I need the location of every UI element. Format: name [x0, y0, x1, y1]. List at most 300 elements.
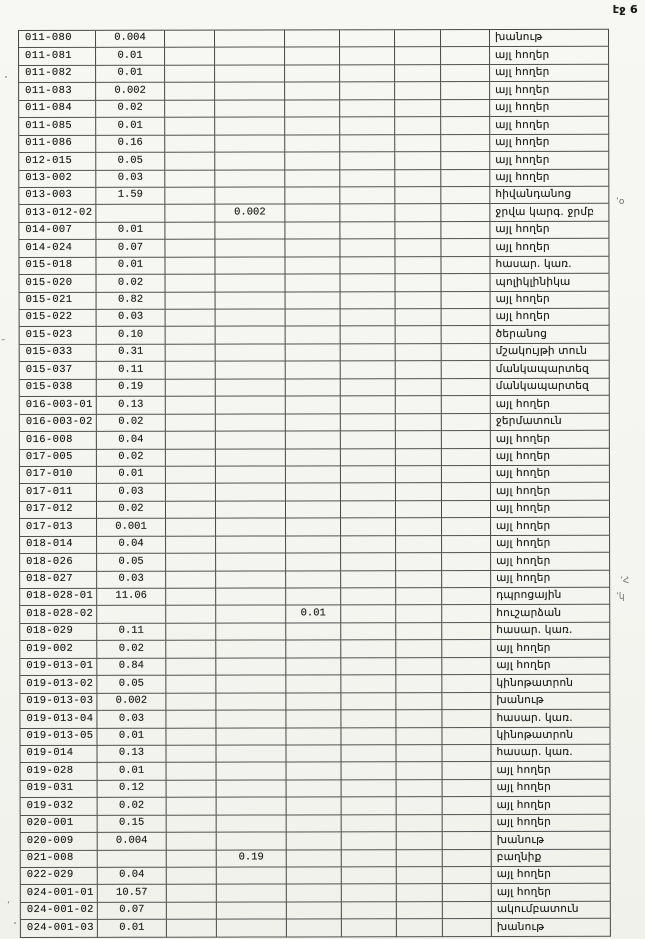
land-use-label: այլ հողեր [491, 640, 610, 658]
land-use-label: այլ հողեր [491, 291, 610, 309]
empty-cell [340, 205, 395, 223]
area-value [97, 606, 166, 624]
empty-cell [341, 728, 396, 746]
col4-value [215, 257, 285, 275]
parcel-code: 015-020 [20, 275, 97, 293]
table-row [21, 884, 611, 903]
empty-cell [396, 361, 442, 379]
col4-value [215, 153, 285, 171]
col5-value [286, 745, 341, 763]
empty-cell [396, 396, 442, 414]
land-use-label: այլ հողեր [491, 553, 610, 571]
empty-cell [442, 571, 491, 589]
empty-cell [395, 170, 441, 188]
empty-cell [442, 483, 491, 501]
area-value: 0.001 [97, 519, 166, 537]
col5-value [287, 832, 342, 850]
parcel-code: 021-008 [21, 850, 98, 868]
empty-cell [341, 484, 396, 502]
empty-cell [396, 501, 442, 519]
table-row [20, 605, 610, 624]
empty-cell [395, 204, 441, 222]
land-use-label: այլ հողեր [491, 396, 610, 414]
margin-annotation: – [1, 335, 6, 345]
empty-cell [167, 868, 217, 886]
area-value: 0.004 [98, 833, 167, 851]
empty-cell [166, 292, 216, 310]
parcel-code: 011-080 [19, 31, 96, 49]
col4-value [215, 83, 285, 101]
col4-value [215, 135, 285, 153]
col4-value [216, 588, 286, 606]
empty-cell [166, 449, 216, 467]
table-row [20, 553, 610, 572]
table-row [19, 134, 609, 153]
area-value: 0.01 [97, 728, 166, 746]
land-use-label: այլ հողեր [491, 570, 610, 588]
empty-cell [441, 152, 490, 170]
area-value: 0.31 [97, 345, 166, 363]
margin-annotation: ʼՀ [620, 576, 630, 586]
col4-value [216, 466, 286, 484]
parcel-code: 014-024 [19, 240, 96, 258]
empty-cell [342, 902, 397, 920]
table-row [20, 431, 610, 450]
table-row [20, 274, 610, 293]
area-value: 0.12 [98, 781, 167, 799]
empty-cell [341, 571, 396, 589]
empty-cell [396, 431, 442, 449]
parcel-code: 019-002 [20, 641, 97, 659]
parcel-code: 017-013 [20, 519, 97, 537]
empty-cell [166, 606, 216, 624]
land-use-label: այլ հողեր [490, 239, 609, 257]
empty-cell [167, 763, 217, 781]
parcel-code: 020-001 [21, 816, 98, 834]
empty-cell [165, 100, 215, 118]
col4-value [217, 885, 287, 903]
land-use-label: այլ հողեր [490, 117, 609, 135]
empty-cell [166, 554, 216, 572]
table-row [21, 780, 611, 799]
table-row [19, 117, 609, 136]
empty-cell [443, 815, 492, 833]
parcel-code: 020-009 [21, 833, 98, 851]
empty-cell [396, 710, 442, 728]
parcel-code: 018-026 [20, 554, 97, 572]
empty-cell [396, 466, 442, 484]
empty-cell [396, 658, 442, 676]
empty-cell [166, 693, 216, 711]
empty-cell [442, 274, 491, 292]
area-value: 0.07 [96, 240, 165, 258]
empty-cell [165, 118, 215, 136]
col4-value [216, 676, 286, 694]
empty-cell [167, 833, 217, 851]
empty-cell [442, 536, 491, 554]
parcel-code: 024-001-01 [21, 885, 98, 903]
parcel-code: 024-001-03 [21, 920, 98, 938]
col4-value [216, 484, 286, 502]
land-use-label: այլ հողեր [490, 134, 609, 152]
empty-cell [441, 222, 490, 240]
land-use-label: խանութ [490, 30, 609, 48]
empty-cell [166, 728, 216, 746]
col5-value [285, 257, 340, 275]
parcel-code: 018-028-01 [20, 589, 97, 607]
col4-value [216, 344, 286, 362]
col4-value: 0.19 [217, 850, 287, 868]
empty-cell [341, 518, 396, 536]
empty-cell [165, 83, 215, 101]
empty-cell [395, 48, 441, 66]
empty-cell [442, 449, 491, 467]
empty-cell [396, 606, 442, 624]
parcel-code: 015-038 [20, 380, 97, 398]
table-row [19, 256, 609, 275]
empty-cell [396, 327, 442, 345]
area-value: 0.03 [97, 711, 166, 729]
table-row [19, 187, 609, 206]
area-value: 0.04 [97, 432, 166, 450]
col4-value [217, 763, 287, 781]
scan-speck [14, 922, 16, 924]
col5-value [287, 920, 342, 938]
parcel-code: 019-031 [21, 781, 98, 799]
empty-cell [441, 170, 490, 188]
table-row [20, 448, 610, 467]
table-row [21, 919, 611, 938]
parcel-code: 016-008 [20, 432, 97, 450]
land-use-label: այլ հողեր [492, 884, 611, 902]
empty-cell [165, 188, 215, 206]
empty-cell [441, 47, 490, 65]
land-use-label: մանկապարտեզ [491, 379, 610, 397]
empty-cell [341, 641, 396, 659]
empty-cell [340, 222, 395, 240]
empty-cell [341, 675, 396, 693]
empty-cell [395, 135, 441, 153]
cadastre-table [18, 29, 611, 938]
area-value: 0.82 [97, 292, 166, 310]
empty-cell [442, 745, 491, 763]
land-use-label: ակումբատուն [492, 902, 611, 920]
col4-value [216, 309, 286, 327]
empty-cell [442, 588, 491, 606]
table-row [20, 501, 610, 520]
parcel-code: 015-023 [20, 327, 97, 345]
empty-cell [340, 100, 395, 118]
parcel-code: 018-029 [20, 624, 97, 642]
col5-value [285, 100, 340, 118]
empty-cell [166, 746, 216, 764]
table-row [20, 291, 610, 310]
col4-value [216, 554, 286, 572]
table-row [19, 82, 609, 101]
col5-value [285, 240, 340, 258]
area-value: 0.03 [97, 310, 166, 328]
area-value: 0.02 [97, 275, 166, 293]
land-use-label: կինոթատրոն [491, 727, 610, 745]
land-use-label: մշակույթի տուն [491, 344, 610, 362]
col4-value [217, 833, 287, 851]
area-value: 0.01 [96, 257, 165, 275]
empty-cell [341, 309, 396, 327]
col5-value [285, 30, 340, 48]
col4-value [216, 275, 286, 293]
col5-value [286, 309, 341, 327]
area-value: 0.02 [96, 100, 165, 118]
col4-value [215, 170, 285, 188]
empty-cell [340, 187, 395, 205]
empty-cell [443, 902, 492, 920]
empty-cell [340, 117, 395, 135]
empty-cell [443, 780, 492, 798]
empty-cell [341, 501, 396, 519]
col5-value [285, 170, 340, 188]
empty-cell [341, 431, 396, 449]
area-value: 0.19 [97, 379, 166, 397]
land-use-label: խանութ [491, 692, 610, 710]
empty-cell [442, 623, 491, 641]
margin-annotation: ʼկ [616, 592, 625, 602]
parcel-code: 015-021 [20, 292, 97, 310]
empty-cell [442, 379, 491, 397]
parcel-code: 019-032 [21, 798, 98, 816]
empty-cell [166, 571, 216, 589]
empty-cell [442, 693, 491, 711]
col4-value [215, 48, 285, 66]
col4-value [215, 222, 285, 240]
land-use-label: այլ հողեր [490, 82, 609, 100]
col5-value [286, 327, 341, 345]
empty-cell [395, 117, 441, 135]
empty-cell [396, 414, 442, 432]
parcel-code: 018-027 [20, 571, 97, 589]
table-row [20, 658, 610, 677]
empty-cell [341, 344, 396, 362]
col4-value [216, 711, 286, 729]
col4-value [216, 379, 286, 397]
empty-cell [340, 152, 395, 170]
parcel-code: 019-013-02 [20, 676, 97, 694]
col5-value [286, 431, 341, 449]
area-value: 0.002 [97, 693, 166, 711]
empty-cell [165, 240, 215, 258]
parcel-code: 017-010 [20, 467, 97, 485]
table-row [21, 902, 611, 921]
empty-cell [441, 135, 490, 153]
empty-cell [340, 65, 395, 83]
col5-value [286, 588, 341, 606]
parcel-code: 015-037 [20, 362, 97, 380]
area-value: 0.004 [96, 31, 165, 49]
col5-value [287, 850, 342, 868]
empty-cell [341, 449, 396, 467]
parcel-code: 016-003-01 [20, 397, 97, 415]
land-use-label: դպրոցային [491, 588, 610, 606]
land-use-label: այլ հողեր [492, 762, 611, 780]
col5-value [287, 885, 342, 903]
col4-value [215, 240, 285, 258]
empty-cell [396, 292, 442, 310]
table-row [21, 814, 611, 833]
empty-cell [341, 292, 396, 310]
empty-cell [341, 414, 396, 432]
table-row [20, 396, 610, 415]
empty-cell [442, 326, 491, 344]
parcel-code: 014-007 [19, 223, 96, 241]
area-value: 0.05 [96, 153, 165, 171]
empty-cell [166, 310, 216, 328]
table-row [20, 570, 610, 589]
land-use-label: այլ հողեր [490, 100, 609, 118]
empty-cell [441, 117, 490, 135]
col4-value [217, 902, 287, 920]
empty-cell [442, 344, 491, 362]
empty-cell [441, 100, 490, 118]
page-number-label: էջ 6 [612, 3, 638, 16]
empty-cell [397, 867, 443, 885]
empty-cell [166, 519, 216, 537]
col4-value [216, 536, 286, 554]
col4-value [216, 327, 286, 345]
parcel-code: 013-003 [19, 188, 96, 206]
land-use-label: պոլիկլինիկա [491, 274, 610, 292]
col4-value [216, 414, 286, 432]
land-use-label: հուշարձան [491, 605, 610, 623]
col5-value [286, 553, 341, 571]
empty-cell [442, 501, 491, 519]
parcel-code: 012-015 [19, 153, 96, 171]
empty-cell [167, 780, 217, 798]
empty-cell [442, 431, 491, 449]
table-row [20, 640, 610, 659]
land-use-label: այլ հողեր [492, 814, 611, 832]
col5-value [287, 815, 342, 833]
empty-cell [396, 571, 442, 589]
col4-value [216, 693, 286, 711]
parcel-code: 018-014 [20, 537, 97, 555]
empty-cell [443, 867, 492, 885]
empty-cell [442, 605, 491, 623]
col4-value [216, 519, 286, 537]
col5-value [287, 780, 342, 798]
table-row [21, 867, 611, 886]
empty-cell [396, 745, 442, 763]
table-row [20, 675, 610, 694]
parcel-code: 013-002 [19, 170, 96, 188]
empty-cell [341, 553, 396, 571]
empty-cell [396, 728, 442, 746]
area-value: 0.01 [96, 48, 165, 66]
col4-value [216, 606, 286, 624]
empty-cell [166, 658, 216, 676]
area-value: 0.02 [97, 641, 166, 659]
parcel-code: 015-033 [20, 345, 97, 363]
empty-cell [341, 606, 396, 624]
table-row [20, 588, 610, 607]
land-use-label: խանութ [492, 832, 611, 850]
area-value: 0.002 [96, 83, 165, 101]
empty-cell [397, 850, 443, 868]
empty-cell [341, 396, 396, 414]
empty-cell [441, 257, 490, 275]
col5-value [286, 658, 341, 676]
land-use-label: այլ հողեր [491, 309, 610, 327]
col4-value [216, 728, 286, 746]
land-use-label: այլ հողեր [491, 431, 610, 449]
empty-cell [441, 65, 490, 83]
empty-cell [165, 65, 215, 83]
table-row [19, 222, 609, 241]
table-row [21, 832, 611, 851]
col5-value [286, 379, 341, 397]
land-use-label: այլ հողեր [492, 867, 611, 885]
empty-cell [165, 170, 215, 188]
land-use-label: այլ հողեր [490, 222, 609, 240]
table-row [20, 326, 610, 345]
col5-value [286, 693, 341, 711]
empty-cell [442, 361, 491, 379]
table-row [19, 65, 609, 84]
area-value: 0.13 [97, 397, 166, 415]
col5-value [285, 222, 340, 240]
col4-value [216, 501, 286, 519]
table-row [19, 204, 609, 223]
col5-value [285, 135, 340, 153]
parcel-code: 011-081 [19, 48, 96, 66]
area-value: 0.04 [97, 536, 166, 554]
empty-cell [396, 379, 442, 397]
empty-cell [397, 902, 443, 920]
land-use-label: հասար. կառ. [491, 745, 610, 763]
empty-cell [166, 397, 216, 415]
empty-cell [341, 362, 396, 380]
empty-cell [165, 135, 215, 153]
col4-value [217, 798, 287, 816]
empty-cell [396, 518, 442, 536]
empty-cell [165, 205, 215, 223]
empty-cell [342, 832, 397, 850]
parcel-code: 011-086 [19, 135, 96, 153]
col5-value [286, 571, 341, 589]
col5-value: 0.01 [286, 606, 341, 624]
table-row [20, 518, 610, 537]
empty-cell [395, 65, 441, 83]
area-value: 10.57 [98, 885, 167, 903]
empty-cell [442, 728, 491, 746]
parcel-code: 019-013-05 [20, 728, 97, 746]
empty-cell [166, 536, 216, 554]
parcel-code: 011-085 [19, 118, 96, 136]
table-row [20, 727, 610, 746]
empty-cell [397, 832, 443, 850]
area-value [98, 850, 167, 868]
land-use-label: այլ հողեր [491, 518, 610, 536]
parcel-code: 017-011 [20, 484, 97, 502]
land-use-label: ջերմատուն [491, 413, 610, 431]
empty-cell [442, 658, 491, 676]
land-use-label: հասար. կառ. [490, 256, 609, 274]
empty-cell [341, 379, 396, 397]
land-use-label: այլ հողեր [490, 169, 609, 187]
empty-cell [340, 170, 395, 188]
col4-value [216, 397, 286, 415]
col5-value [286, 623, 341, 641]
table-row [20, 361, 610, 380]
land-use-label: այլ հողեր [491, 448, 610, 466]
